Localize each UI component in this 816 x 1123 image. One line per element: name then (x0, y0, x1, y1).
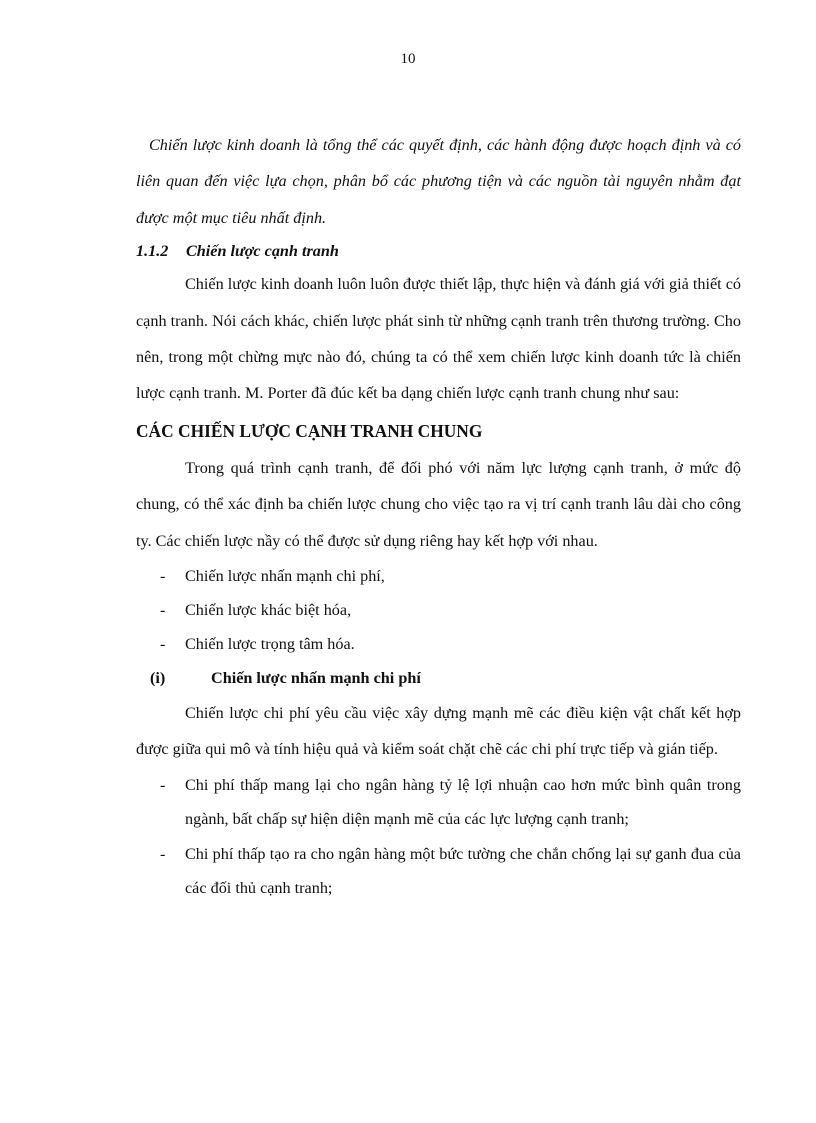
list-item: - Chi phí thấp tạo ra cho ngân hàng một bức tường che chắn chống lại sự ganh đua của các đối thủ cạnh tranh; (136, 837, 741, 906)
subsection-title: Chiến lược cạnh tranh (186, 242, 339, 261)
section-paragraph: Trong quá trình cạnh tranh, để đối phó với năm lực lượng cạnh tranh, ở mức độ chung, có thể xác định ba chiến lược chung cho việc tạo ra vị trí cạnh tranh lâu dài cho công ty. Các chiến lược nầy có thể được sử dụng riêng hay kết hợp với nhau. (136, 458, 741, 550)
list-item: - Chiến lược khác biệt hóa, (136, 593, 741, 627)
dash-bullet: - (160, 601, 166, 620)
page-number: 10 (400, 51, 416, 67)
list-item: - Chiến lược trọng tâm hóa. (136, 627, 741, 661)
dash-bullet: - (160, 635, 166, 654)
subsection-number: 1.1.2 (136, 242, 169, 261)
strategy-i-numeral: (i) (150, 669, 166, 688)
dash-bullet: - (160, 567, 166, 586)
strategy-i-heading (136, 661, 741, 695)
definition-paragraph: Chiến lược kinh doanh là tổng thể các quyết định, các hành động được hoạch định và có liên quan đến việc lựa chọn, phân bổ các phương tiện và các nguồn tài nguyên nhằm đạt được một mục tiêu nhất định. (136, 136, 741, 227)
strategy-i-paragraph: Chiến lược chi phí yêu cầu việc xây dựng mạnh mẽ các điều kiện vật chất kết hợp được giữa qui mô và tính hiệu quả và kiểm soát chặt chẽ các chi phí trực tiếp và gián tiếp. (136, 704, 741, 759)
page-content (136, 127, 741, 906)
subsection-heading (136, 236, 741, 266)
intro-paragraph: Chiến lược kinh doanh luôn luôn được thiết lập, thực hiện và đánh giá với giả thiết có cạnh tranh. Nói cách khác, chiến lược phát sinh từ những cạnh tranh trên thương trường. Cho nên, trong một chừng mực nào đó, chúng ta có thể xem chiến lược kinh doanh tức là chiến lược cạnh tranh. M. Porter đã đúc kết ba dạng chiến lược cạnh tranh chung như sau: (136, 275, 741, 403)
strategy-i-title: Chiến lược nhấn mạnh chi phí (211, 669, 421, 688)
strategy-list (136, 559, 741, 661)
dash-bullet: - (160, 775, 166, 794)
strategy-i-points (136, 768, 741, 906)
list-item: - Chi phí thấp mang lại cho ngân hàng tỷ lệ lợi nhuận cao hơn mức bình quân trong ngành, bất chấp sự hiện diện mạnh mẽ của các lực lượng cạnh tranh; (136, 768, 741, 837)
section-title: CÁC CHIẾN LƯỢC CẠNH TRANH CHUNG (136, 420, 483, 441)
dash-bullet: - (160, 844, 166, 863)
list-item: - Chiến lược nhấn mạnh chi phí, (136, 559, 741, 593)
